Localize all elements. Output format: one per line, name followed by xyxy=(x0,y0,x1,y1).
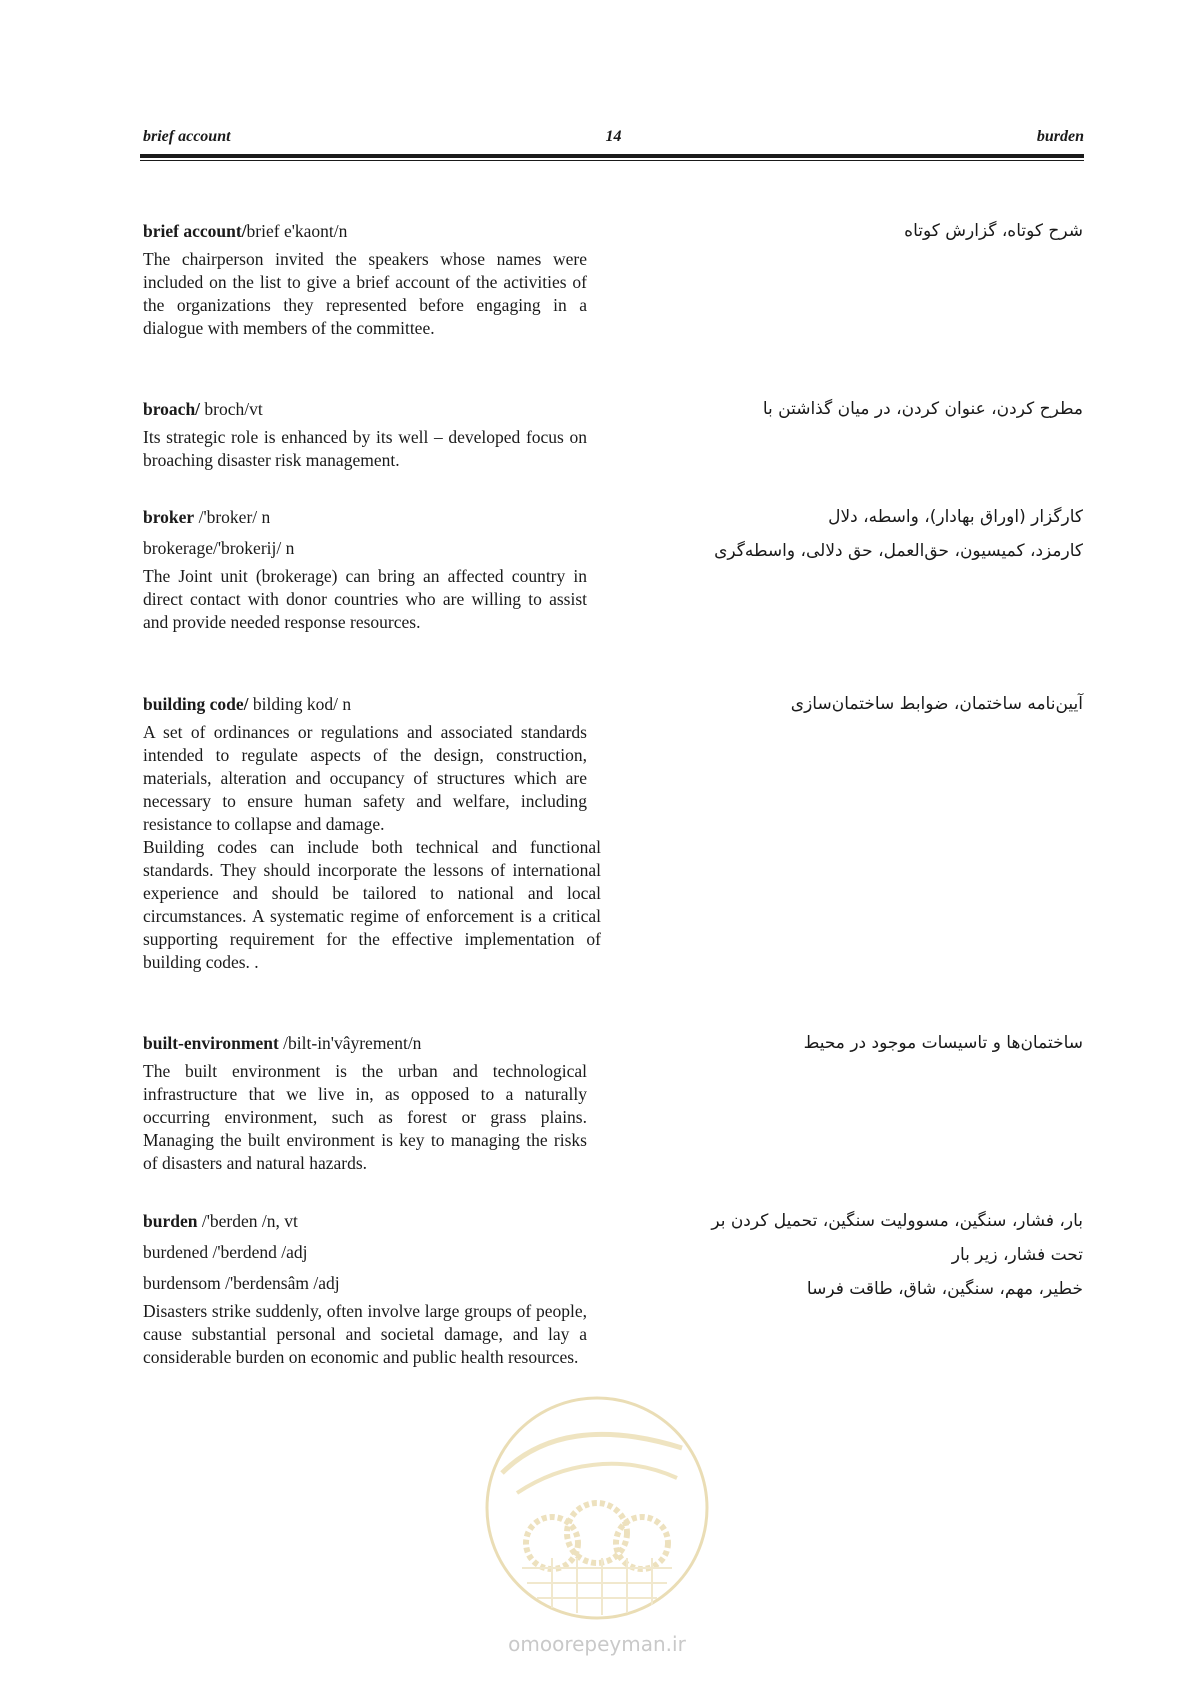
pronunciation: /'broker/ n xyxy=(194,507,271,527)
watermark-logo xyxy=(482,1393,712,1623)
derived-form: brokerage/'brokerij/ n xyxy=(143,538,295,558)
term: brief account/ xyxy=(143,221,247,241)
pronunciation: bilding kod/ n xyxy=(248,694,352,714)
persian-line: بار، فشار، سنگین، مسوولیت سنگین، تحمیل کردن بر xyxy=(711,1211,1083,1231)
example-text: The Joint unit (brokerage) can bring an affected country in direct contact with donor countries who are willing to assist and provide needed response resources. xyxy=(143,566,587,632)
example-text: Its strategic role is enhanced by its well – developed focus on broaching disaster risk management. xyxy=(143,427,587,470)
entry-headword xyxy=(143,1210,587,1233)
entry-building-code xyxy=(143,693,601,974)
persian-line: خطیر، مهم، سنگین، شاق، طاقت فرسا xyxy=(806,1279,1083,1299)
entry-headword xyxy=(143,398,587,421)
header-rule-thick xyxy=(140,154,1084,158)
pronunciation: broch/vt xyxy=(200,399,263,419)
example-text: The chairperson invited the speakers whose names were included on the list to give a brief account of the activities of the organizations they represented before engaging in a dialogue with members of the committee. xyxy=(143,249,587,338)
term: built-environment xyxy=(143,1033,279,1053)
persian-line: ساختمان‌ها و تاسیسات موجود در محیط xyxy=(803,1033,1083,1053)
header-first-term: brief account xyxy=(143,128,231,145)
watermark-site: omoorepeyman.ir xyxy=(508,1632,686,1656)
persian-line: کارمزد، کمیسیون، حق‌العمل، حق دلالی، واسطه‌گری xyxy=(714,541,1083,561)
running-header xyxy=(143,128,1084,148)
persian-definition-broker xyxy=(714,506,1083,574)
term: broach/ xyxy=(143,399,201,419)
pronunciation: /'berden /n, vt xyxy=(197,1211,298,1231)
example-text: Disasters strike suddenly, often involve large groups of people, cause substantial personal and societal damage, and lay a considerable burden on economic and public health resources. xyxy=(143,1301,587,1367)
header-last-term: burden xyxy=(1036,128,1084,145)
persian-definition-building-code xyxy=(791,693,1083,727)
term: burden xyxy=(143,1211,198,1231)
entry-headword xyxy=(143,693,601,716)
entry-headword xyxy=(143,1032,587,1055)
entry-broker xyxy=(143,506,587,634)
term: building code/ xyxy=(143,694,249,714)
pronunciation: brief e'kaont/n xyxy=(246,221,348,241)
derived-form: burdened /'berdend /adj xyxy=(143,1242,308,1262)
persian-line: مطرح کردن، عنوان کردن، در میان گذاشتن با xyxy=(762,399,1083,419)
entry-headword xyxy=(143,220,587,243)
entry-headword xyxy=(143,506,587,529)
term: broker xyxy=(143,507,195,527)
persian-line: آیین‌نامه ساختمان، ضوابط ساختمان‌سازی xyxy=(790,694,1083,714)
persian-line: تحت فشار، زیر بار xyxy=(951,1245,1083,1265)
entry-broach xyxy=(143,398,587,472)
persian-definition-built-environment xyxy=(804,1032,1083,1066)
entry-brief-account xyxy=(143,220,587,340)
example-text: The built environment is the urban and technological infrastructure that we live in, as opposed to a naturally occurring environment, such as forest or grass plains. Managing the built environment is key to managing the risks of disasters and natural hazards. xyxy=(143,1061,587,1173)
derived-form: burdensom /'berdensâm /adj xyxy=(143,1273,340,1293)
entry-burden xyxy=(143,1210,587,1369)
persian-definition-brief-account xyxy=(904,220,1083,254)
entry-built-environment xyxy=(143,1032,587,1175)
header-rule-thin xyxy=(140,160,1084,161)
persian-line: کارگزار (اوراق بهادار)، واسطه، دلال xyxy=(828,507,1083,527)
persian-line: شرح کوتاه، گزارش کوتاه xyxy=(904,221,1083,241)
persian-definition-burden xyxy=(711,1210,1083,1312)
example-text: A set of ordinances or regulations and associated standards intended to regulate aspects of the design, construction, materials, alteration and occupancy of structures which are necessary to ensure human safety and welfare, including resistance to collapse and damage. xyxy=(143,722,587,834)
example-text-continued: Building codes can include both technical and functional standards. They should incorporate the lessons of international experience and should be tailored to national and local circumstances. A systematic regime of enforcement is a critical supporting requirement for the effective implementation of building codes. . xyxy=(143,837,601,972)
persian-definition-broach xyxy=(763,398,1083,432)
page-number: 14 xyxy=(605,128,622,145)
pronunciation: /bilt-in'vâyrement/n xyxy=(278,1033,422,1053)
